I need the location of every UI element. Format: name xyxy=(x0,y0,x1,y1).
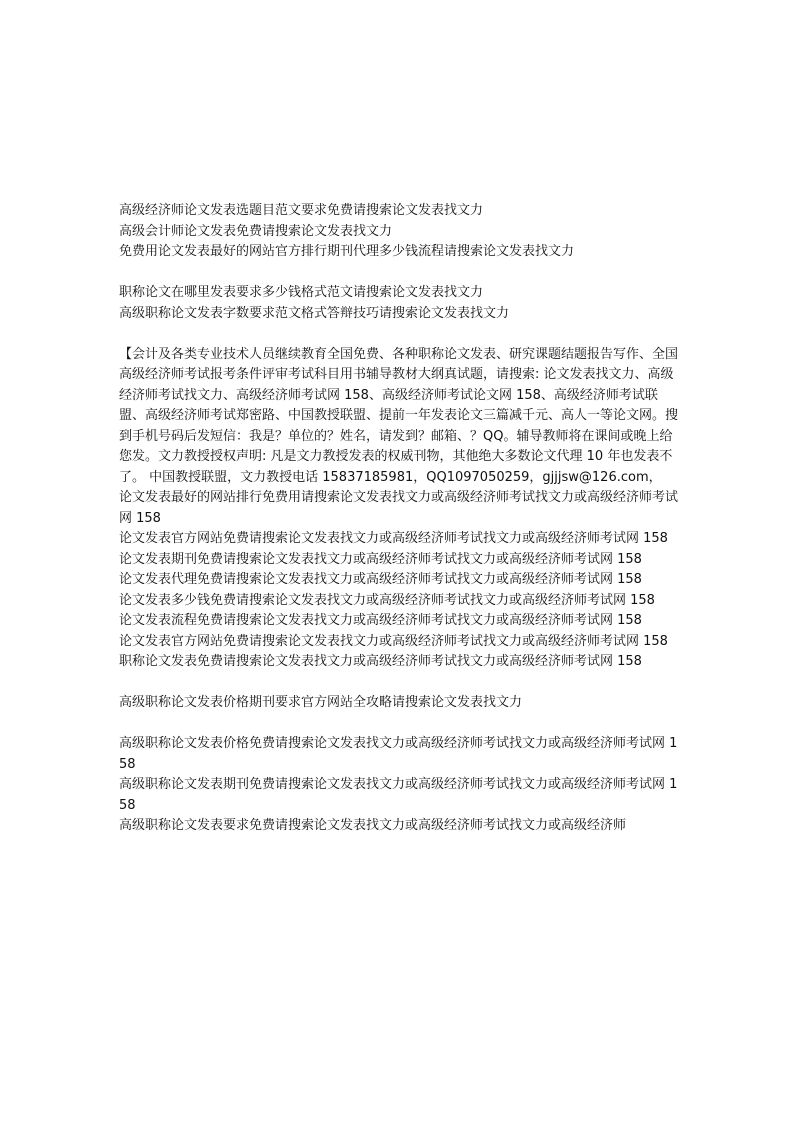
group2-lines xyxy=(119,283,679,324)
search-item: 论文发表多少钱免费请搜索论文发表找文力或高级经济师考试找文力或高级经济师考试网 158 xyxy=(119,592,655,608)
final-item: 高级职称论文发表价格免费请搜索论文发表找文力或高级经济师考试找文力或高级经济师考试网 158 xyxy=(119,736,678,772)
spacer xyxy=(119,263,679,284)
group2-line: 高级职称论文发表字数要求范文格式答辩技巧请搜索论文发表找文力 xyxy=(119,305,510,321)
search-item: 论文发表代理免费请搜索论文发表找文力或高级经济师考试找文力或高级经济师考试网 158 xyxy=(119,572,642,587)
search-item: 职称论文发表免费请搜索论文发表找文力或高级经济师考试找文力或高级经济师考试网 158 xyxy=(119,654,642,669)
search-item: 论文发表官方网站免费请搜索论文发表找文力或高级经济师考试找文力或高级经济师考试网 158 xyxy=(119,633,668,649)
section-heading: 高级职称论文发表价格期刊要求官方网站全攻略请搜索论文发表找文力 xyxy=(119,695,523,710)
search-item: 论文发表官方网站免费请搜索论文发表找文力或高级经济师考试找文力或高级经济师考试网 158 xyxy=(119,531,668,546)
final-item: 高级职称论文发表要求免费请搜索论文发表找文力或高级经济师考试找文力或高级经济师 xyxy=(119,818,627,833)
header-line: 高级经济师论文发表选题目范文要求免费请搜索论文发表找文力 xyxy=(119,203,484,218)
search-item: 论文发表最好的网站排行免费用请搜索论文发表找文力或高级经济师考试找文力或高级经济师考试网 158 xyxy=(119,490,679,526)
header-line: 高级会计师论文发表免费请搜索论文发表找文力 xyxy=(119,223,393,239)
spacer xyxy=(119,324,679,345)
document-body xyxy=(119,201,679,837)
spacer xyxy=(119,714,679,735)
group2-line: 职称论文在哪里发表要求多少钱格式范文请搜索论文发表找文力 xyxy=(119,285,484,300)
header-lines xyxy=(119,201,679,263)
spacer xyxy=(119,673,679,694)
search-item: 论文发表流程免费请搜索论文发表找文力或高级经济师考试找文力或高级经济师考试网 158 xyxy=(119,613,642,628)
header-line: 免费用论文发表最好的网站官方排行期刊代理多少钱流程请搜索论文发表找文力 xyxy=(119,244,575,259)
final-item: 高级职称论文发表期刊免费请搜索论文发表找文力或高级经济师考试找文力或高级经济师考试网 158 xyxy=(119,777,678,813)
search-item: 论文发表期刊免费请搜索论文发表找文力或高级经济师考试找文力或高级经济师考试网 158 xyxy=(119,551,642,567)
intro-paragraph: 【会计及各类专业技术人员继续教育全国免费、各种职称论文发表、研究课题结题报告写作、全国高级经济师考试报考条件评审考试科目用书辅导教材大纲真试题，请搜索: 论文发表找文力、高级经济师考试找文力、高级经济师考试网 158、高级经济师考试论文网 158、高级经济师考试联盟、高级经济师考试郑密路、中国教授联盟、提前一年发表论文三篇减千元、高人一等论文网。搜到手机号码后发短信：我是？单位的？姓名，请发到？邮箱、？QQ。辅导教师将在课间或晚上给您发。文力教授授权声明: 凡是文力教授发表的权威刊物，其他绝大多数论文代理 10 年也发表不了。 中国教授联盟，文力教授电话 15837185981，QQ1097050259，gjjjsw@126.com， xyxy=(119,346,679,485)
